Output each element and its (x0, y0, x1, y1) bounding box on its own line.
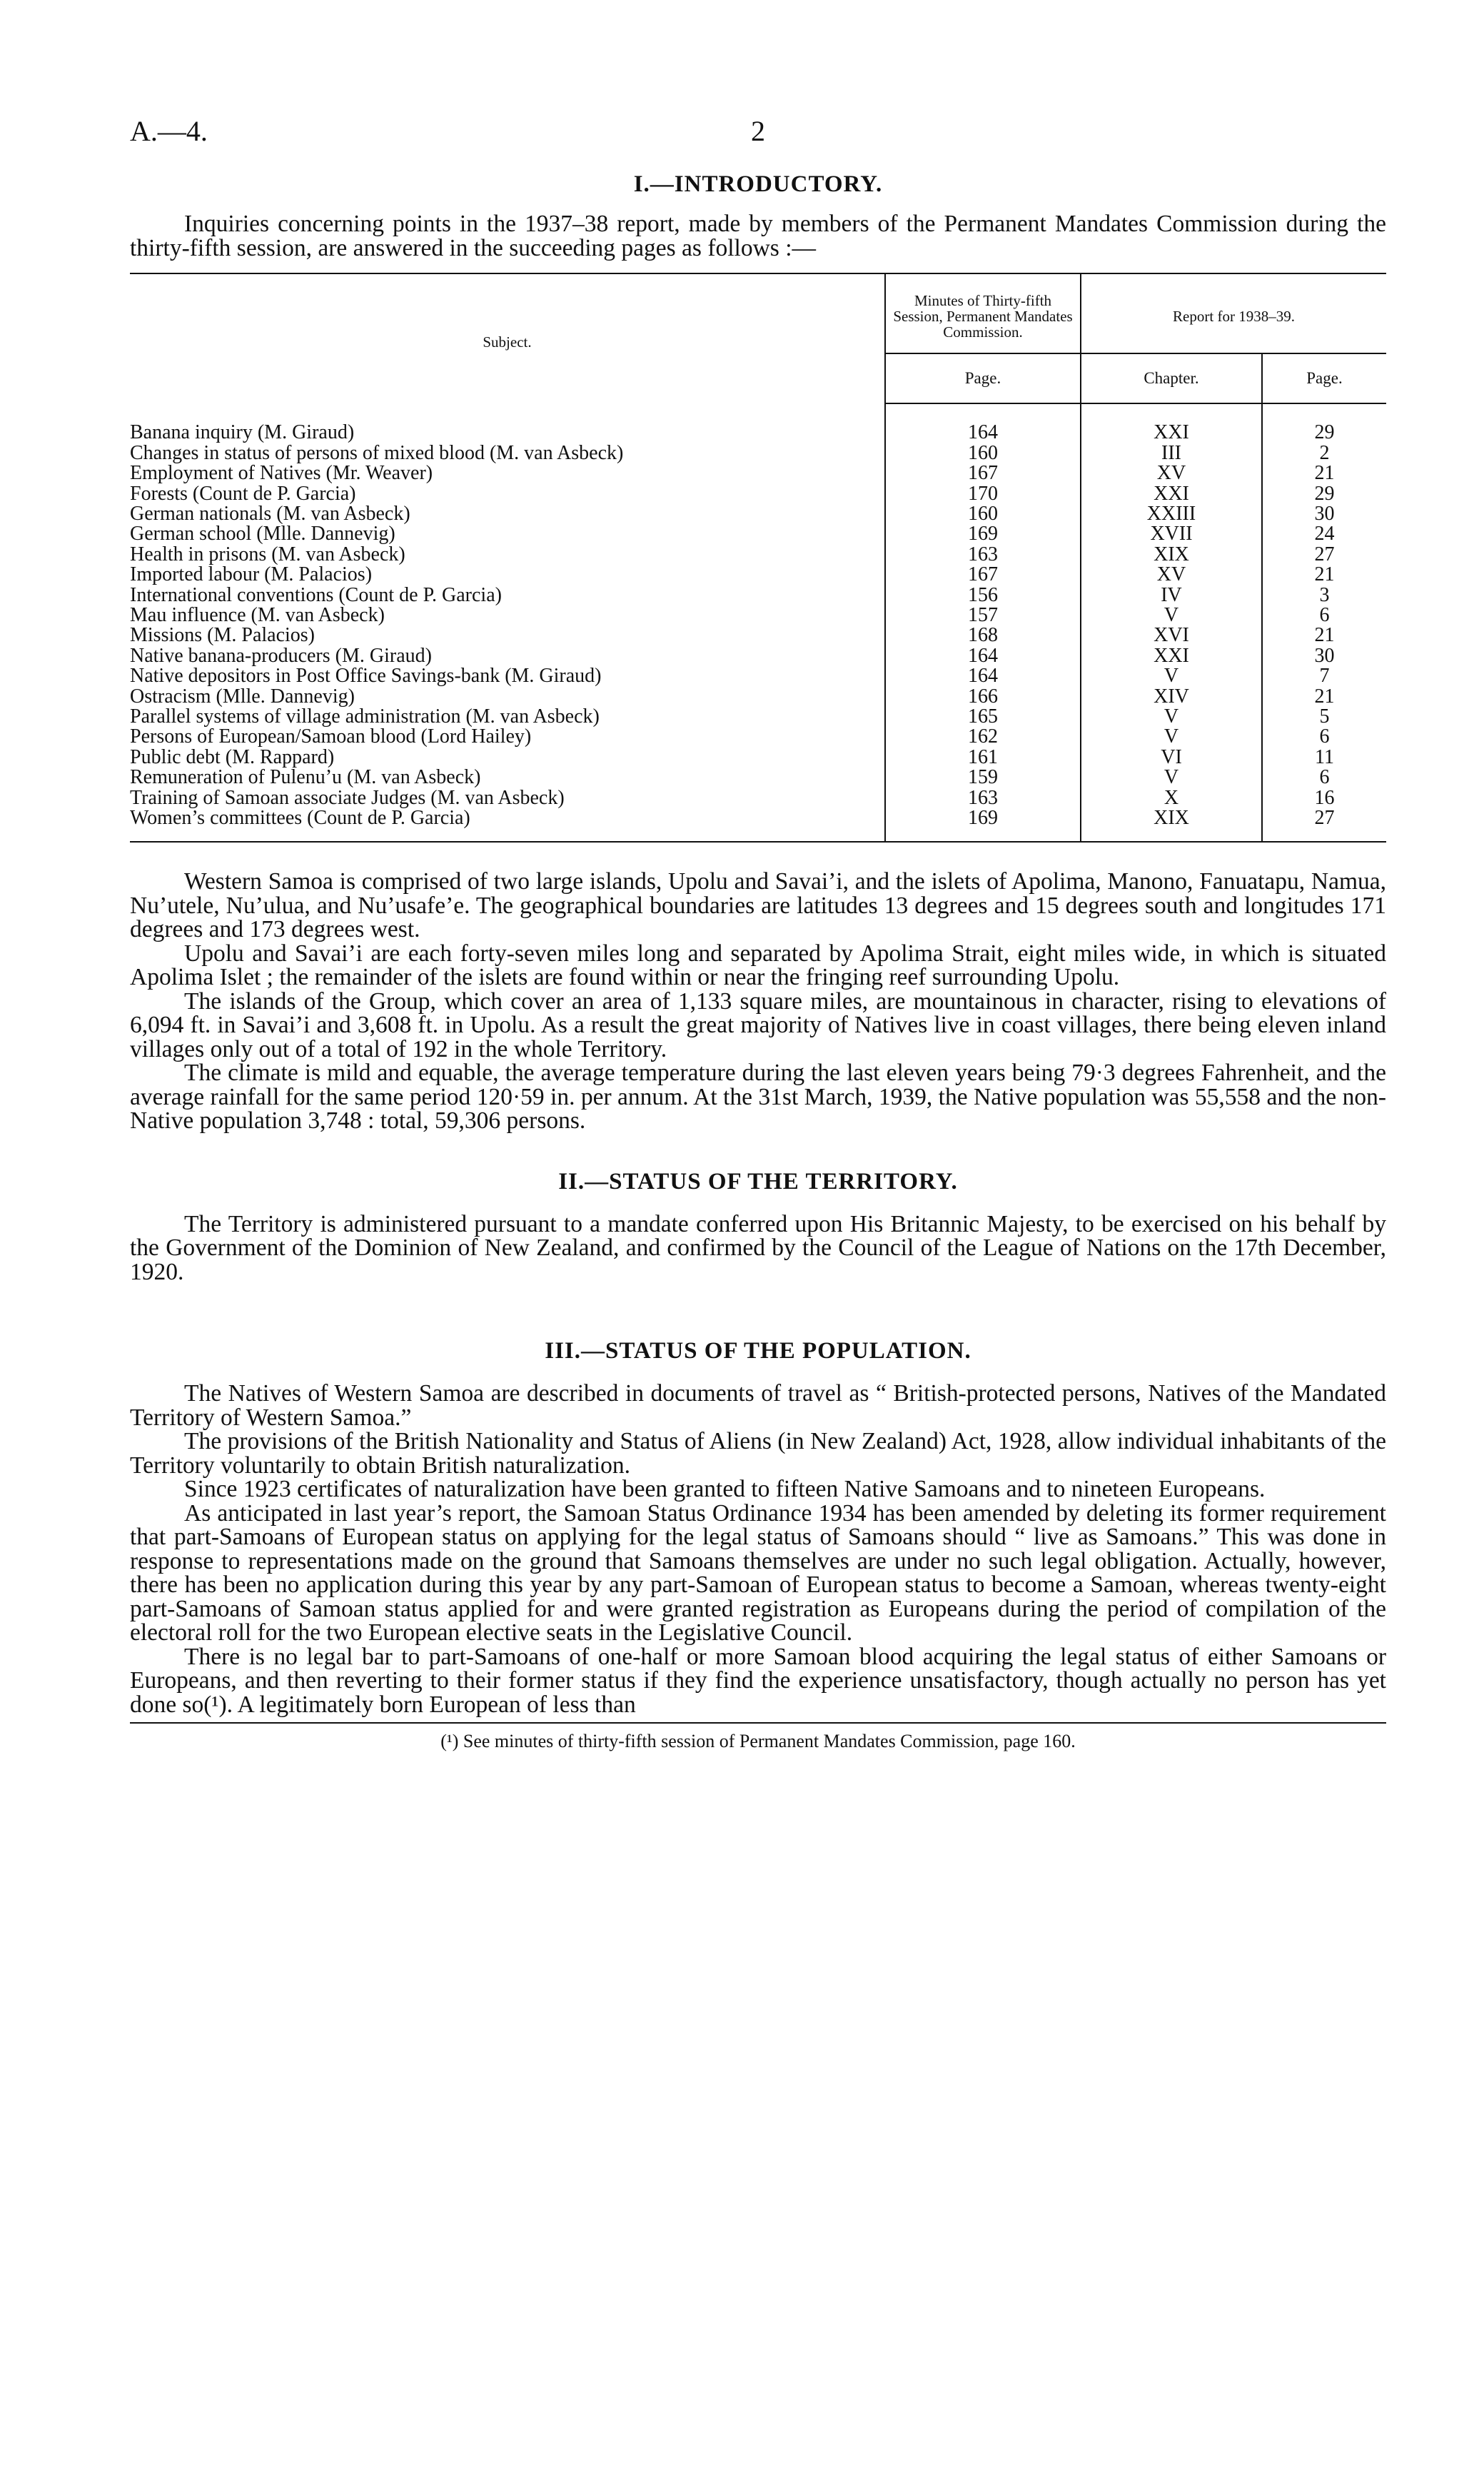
chapter-cell: XIX (1081, 808, 1262, 842)
chapter-cell: IV (1081, 585, 1262, 605)
chapter-cell: XIX (1081, 545, 1262, 565)
subject-cell: Native banana-producers (M. Giraud) (130, 644, 432, 667)
status-population-paragraph: There is no legal bar to part-Samoans of one-half or more Samoan blood acquiring the legal status of either Samoans or Europeans, and then reverting to their former status if they find the experience unsatisfactory, though actually no person has yet done so(¹). A legitimately born European of less than (130, 1643, 1386, 1718)
report-page-cell: 6 (1262, 727, 1386, 747)
page-number: 2 (751, 115, 765, 147)
table-row (130, 403, 1386, 443)
subject-cell: Forests (Count de P. Garcia) (130, 482, 356, 505)
report-page-cell: 21 (1262, 463, 1386, 483)
chapter-cell: X (1081, 788, 1262, 808)
report-page-cell: 29 (1262, 483, 1386, 503)
report-page-cell: 11 (1262, 748, 1386, 768)
table-row (130, 605, 1386, 625)
chapter-cell: V (1081, 666, 1262, 686)
subject-cell: Persons of European/Samoan blood (Lord Hailey) (130, 725, 532, 748)
col-header-chapter: Chapter. (1081, 353, 1262, 403)
status-population-paragraph: The Natives of Western Samoa are described in documents of travel as “ British-protected persons, Natives of the Mandated Territory of Western Samoa.” (130, 1380, 1386, 1431)
status-population-text (130, 1382, 1386, 1716)
chapter-cell: XVII (1081, 524, 1262, 544)
subject-cell: German school (Mlle. Dannevig) (130, 523, 395, 545)
minutes-page-cell: 166 (885, 686, 1081, 706)
table-row (130, 443, 1386, 463)
section-title-status-territory: II.—STATUS OF THE TERRITORY. (558, 1168, 958, 1195)
table-row (130, 463, 1386, 483)
body-paragraph: The climate is mild and equable, the average temperature during the last eleven years being 79·3 degrees Fahrenheit, and the average rainfall for the same period 120·59 in. per annum. At the 31st March, 1939, the Native population was 55,558 and the non-Native population 3,748 : total, 59,306 persons. (130, 1060, 1386, 1135)
table-row (130, 788, 1386, 808)
report-page-cell: 27 (1262, 545, 1386, 565)
footnote: (¹) See minutes of thirty-fifth session of Permanent Mandates Commission, page 160. (440, 1731, 1076, 1752)
minutes-page-cell: 168 (885, 625, 1081, 645)
chapter-cell: XXI (1081, 403, 1262, 443)
col-header-report-page: Page. (1262, 353, 1386, 403)
report-page-cell: 16 (1262, 788, 1386, 808)
report-page-cell: 7 (1262, 666, 1386, 686)
minutes-page-cell: 160 (885, 504, 1081, 524)
table-row (130, 727, 1386, 747)
minutes-page-cell: 169 (885, 524, 1081, 544)
subject-cell: Parallel systems of village administration (M. van Asbeck) (130, 705, 600, 728)
subject-cell: International conventions (Count de P. Garcia) (130, 583, 502, 606)
subject-cell: Missions (M. Palacios) (130, 624, 315, 647)
chapter-cell: V (1081, 605, 1262, 625)
chapter-cell: III (1081, 443, 1262, 463)
report-page-cell: 3 (1262, 585, 1386, 605)
body-text (130, 870, 1386, 1133)
table-row (130, 585, 1386, 605)
col-header-subject: Subject. (130, 273, 885, 403)
chapter-cell: XV (1081, 463, 1262, 483)
minutes-page-cell: 167 (885, 463, 1081, 483)
report-page-cell: 6 (1262, 605, 1386, 625)
chapter-cell: VI (1081, 748, 1262, 768)
minutes-page-cell: 170 (885, 483, 1081, 503)
minutes-page-cell: 164 (885, 666, 1081, 686)
status-population-paragraph: The provisions of the British Nationality and Status of Aliens (in New Zealand) Act, 1928, allow individual inhabitants of the Territory voluntarily to obtain British naturalization. (130, 1428, 1386, 1479)
subject-cell: Remuneration of Pulenu’u (M. van Asbeck) (130, 766, 481, 789)
table-row (130, 686, 1386, 706)
chapter-cell: XXI (1081, 646, 1262, 666)
table-row (130, 707, 1386, 727)
report-page-cell: 30 (1262, 504, 1386, 524)
page-header (130, 114, 1386, 157)
intro-paragraph: Inquiries concerning points in the 1937–38 report, made by members of the Permanent Mandates Commission during the thirty-fifth session, are answered in the succeeding pages as follows :— (130, 211, 1386, 261)
table-row (130, 646, 1386, 666)
chapter-cell: XXI (1081, 483, 1262, 503)
minutes-page-cell: 165 (885, 707, 1081, 727)
chapter-cell: V (1081, 707, 1262, 727)
subject-cell: Native depositors in Post Office Savings-bank (M. Giraud) (130, 665, 602, 688)
subject-cell: Employment of Natives (Mr. Weaver) (130, 462, 433, 485)
minutes-page-cell: 163 (885, 545, 1081, 565)
chapter-cell: XV (1081, 565, 1262, 585)
subject-cell: Training of Samoan associate Judges (M. van Asbeck) (130, 786, 565, 809)
subject-cell: Women’s committees (Count de P. Garcia) (130, 808, 885, 842)
table-row (130, 545, 1386, 565)
body-paragraph: Western Samoa is comprised of two large islands, Upolu and Savai’i, and the islets of Apolima, Manono, Fanuatapu, Namua, Nu’utele, Nu’ulua, and Nu’usafe’e. The geographical boundaries are latitudes 13 degrees and 15 degrees south and longitudes 171 degrees and 173 degrees west. (130, 868, 1386, 943)
table-row (130, 748, 1386, 768)
subject-cell: Public debt (M. Rappard) (130, 745, 335, 768)
chapter-cell: V (1081, 727, 1262, 747)
body-paragraph: The islands of the Group, which cover an area of 1,133 square miles, are mountainous in character, rising to elevations of 6,094 ft. in Savai’i and 3,608 ft. in Upolu. As a result the great majority of Natives live in coast villages, there being eleven inland villages only out of a total of 192 in the whole Territory. (130, 987, 1386, 1062)
report-page-cell: 27 (1262, 808, 1386, 842)
chapter-cell: XVI (1081, 625, 1262, 645)
subject-cell: Health in prisons (M. van Asbeck) (130, 543, 405, 565)
report-page-cell: 5 (1262, 707, 1386, 727)
document-code: A.—4. (130, 115, 208, 147)
subject-cell: Changes in status of persons of mixed blood (M. van Asbeck) (130, 441, 624, 464)
table-row (130, 625, 1386, 645)
status-population-paragraph: As anticipated in last year’s report, the Samoan Status Ordinance 1934 has been amended by deleting its former requirement that part-Samoans of European status on applying for the legal status of Samoans should “ live as Samoans.” This was done in response to representations made on the ground that Samoans themselves are under no such legal obligation. Actually, however, there has been no application during this year by any part-Samoan of European status to become a Samoan, whereas twenty-eight part-Samoans of Samoan status applied for and were granted registration as Europeans during the period of compilation of the electoral roll for the two European elective seats in the Legislative Council. (130, 1499, 1386, 1646)
report-page-cell: 21 (1262, 686, 1386, 706)
minutes-page-cell: 164 (885, 646, 1081, 666)
report-page-cell: 21 (1262, 565, 1386, 585)
subject-cell: Mau influence (M. van Asbeck) (130, 603, 385, 626)
body-paragraph: Upolu and Savai’i are each forty-seven miles long and separated by Apolima Strait, eight miles wide, in which is situated Apolima Islet ; the remainder of the islets are found within or near the fringing reef surrounding Upolu. (130, 940, 1386, 991)
index-table (130, 273, 1386, 843)
minutes-page-cell: 167 (885, 565, 1081, 585)
table-row (130, 768, 1386, 788)
document-page (130, 114, 1386, 1752)
report-page-cell: 21 (1262, 625, 1386, 645)
minutes-page-cell: 159 (885, 768, 1081, 788)
col-header-report: Report for 1938–39. (1081, 273, 1386, 353)
subject-cell: Banana inquiry (M. Giraud) (130, 421, 355, 443)
minutes-page-cell: 156 (885, 585, 1081, 605)
minutes-page-cell: 157 (885, 605, 1081, 625)
report-page-cell: 29 (1262, 403, 1386, 443)
report-page-cell: 30 (1262, 646, 1386, 666)
subject-cell: German nationals (M. van Asbeck) (130, 503, 410, 526)
minutes-page-cell: 163 (885, 788, 1081, 808)
report-page-cell: 24 (1262, 524, 1386, 544)
table-row (130, 808, 1386, 842)
chapter-cell: XXIII (1081, 504, 1262, 524)
chapter-cell: XIV (1081, 686, 1262, 706)
minutes-page-cell: 161 (885, 748, 1081, 768)
status-territory-paragraph: The Territory is administered pursuant to a mandate conferred upon His Britannic Majesty, to be exercised on his behalf by the Government of the Dominion of New Zealand, and confirmed by the Council of the League of Nations on the 17th December, 1920. (130, 1210, 1386, 1285)
subject-cell: Imported labour (M. Palacios) (130, 563, 373, 586)
report-page-cell: 6 (1262, 768, 1386, 788)
minutes-page-cell: 160 (885, 443, 1081, 463)
table-row (130, 666, 1386, 686)
table-row (130, 483, 1386, 503)
subject-cell: Ostracism (Mlle. Dannevig) (130, 685, 355, 708)
section-title-introductory: I.—INTRODUCTORY. (633, 171, 883, 197)
table-row (130, 524, 1386, 544)
index-table-body (130, 403, 1386, 842)
col-header-minutes: Minutes of Thirty-fifth Session, Permanent Mandates Commission. (885, 273, 1081, 353)
footnote-rule (130, 1722, 1386, 1724)
chapter-cell: V (1081, 768, 1262, 788)
col-header-minutes-page: Page. (885, 353, 1081, 403)
minutes-page-cell: 162 (885, 727, 1081, 747)
minutes-page-cell: 164 (885, 403, 1081, 443)
report-page-cell: 2 (1262, 443, 1386, 463)
section-title-status-population: III.—STATUS OF THE POPULATION. (545, 1338, 971, 1364)
status-population-paragraph: Since 1923 certificates of naturalization have been granted to fifteen Native Samoans and to nineteen Europeans. (184, 1476, 1266, 1503)
table-row (130, 504, 1386, 524)
minutes-page-cell: 169 (885, 808, 1081, 842)
table-row (130, 565, 1386, 585)
